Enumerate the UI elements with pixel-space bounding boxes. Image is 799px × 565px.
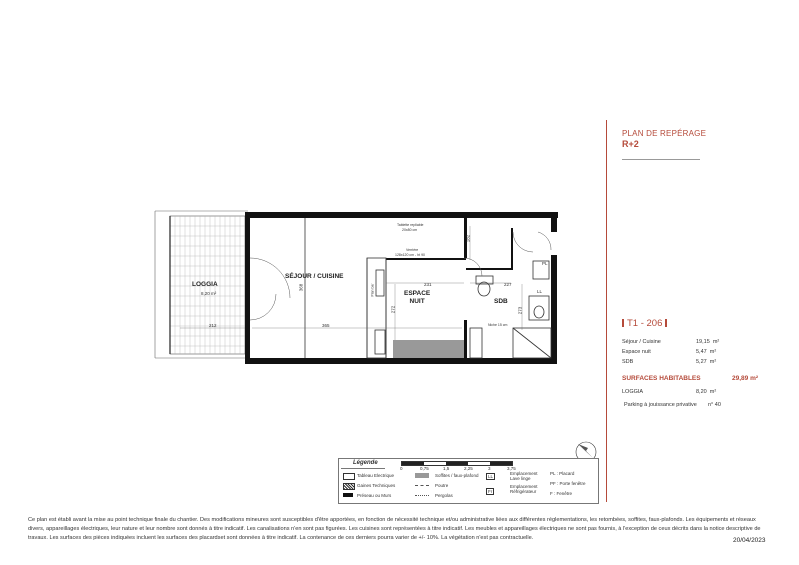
title-underline	[622, 159, 700, 160]
pergola-icon	[415, 495, 429, 496]
legend-item: PF : Porte fenêtre	[550, 481, 586, 486]
room-row-espace-nuit	[622, 349, 717, 355]
loggia-area-value: 8,20	[696, 389, 707, 395]
ll-code: LL	[488, 474, 494, 479]
unit-code: T1 - 206	[627, 318, 663, 329]
sejour-label: SÉJOUR / CUISINE	[285, 273, 344, 280]
scale-seg	[490, 462, 512, 465]
surfaces-habitables-label: SURFACES HABITABLES	[622, 375, 701, 382]
unit-marker-end	[665, 319, 667, 327]
parking-name: Parking à jouissance privative	[624, 402, 697, 408]
loggia-area-unit: m²	[709, 389, 717, 395]
panel-divider	[606, 120, 607, 502]
room-name: Séjour / Cuisine	[622, 339, 661, 345]
room-row-sdb	[622, 359, 717, 365]
level-label: R+2	[622, 139, 639, 149]
room-area-value: 5,47	[696, 349, 707, 355]
poutre-icon	[415, 485, 429, 486]
room-name: Espace nuit	[622, 349, 651, 355]
loggia-row	[622, 389, 717, 395]
room-area	[696, 339, 719, 345]
scale-seg	[446, 462, 468, 465]
legend-item: Emplacement Réfrigérateur	[510, 484, 538, 494]
legend-item: Pergolas	[435, 493, 453, 498]
legend-item: Gaines Techniques	[357, 483, 396, 488]
room-name: SDB	[622, 359, 634, 365]
label-pl: PL	[542, 261, 548, 266]
tableau-electrique-icon	[343, 473, 355, 480]
legend-item: Tableau Electrique	[357, 473, 395, 478]
scale-tick: 3	[488, 466, 491, 471]
scale-tick: 2,25	[464, 466, 473, 471]
gaines-icon	[343, 483, 355, 490]
niche-label: Niche 15 cm	[488, 323, 508, 327]
loggia-area	[696, 389, 716, 395]
room-area-value: 19,15	[696, 339, 710, 345]
scale-bar	[401, 461, 513, 466]
tablette-dim: 20x80 cm	[402, 228, 418, 232]
scale-tick: 0	[400, 466, 403, 471]
scale-seg	[402, 462, 424, 465]
dim-231: 231	[424, 282, 432, 287]
dim-365: 365	[322, 323, 330, 328]
mur-icon	[343, 493, 353, 497]
unit-label	[622, 318, 667, 329]
scale-tick: 0,75	[420, 466, 429, 471]
loggia-label: LOGGIA	[192, 281, 218, 288]
legend-title: Légende	[353, 460, 378, 466]
room-area-value: 5,27	[696, 359, 707, 365]
legend-item: F : Fenêtre	[550, 491, 573, 496]
plan-reperage-title: PLAN DE REPÉRAGE	[622, 129, 707, 138]
scale-tick: 1,5	[443, 466, 450, 471]
legend-item: PL : Placard	[550, 471, 575, 476]
disclaimer-footnote: Ce plan est établi avant la mise au point technique finale du chantier. Des modifications mineures sont susceptibles d'être apportées, en fonction de nécessité technique et/ou administrative liées aux différentes réglementations, les retombées, soffites, faux-plafonds. Les équipements et réseaux divers, appareillages électriques, leur nature et leur nombre sont donnés à titre indicatif. Les canalisations n'en sont pas figurées. Les cuisines sont représentées à titre indicatif. Les meubles et appareillages électriques ne sont pas fournis, à l'exception de ceux décrits dans la notice descriptive de travaux. Les surfaces des pièces indiquées incluent les surfaces des placardset sont données à titre indicatif. La contenance de ces derniers pourra varier de +/- 10%. La végétation n'est pas contractuelle.	[28, 517, 761, 541]
dim-273: 273	[517, 306, 523, 315]
legend-item: Préseau ou Murs	[357, 493, 392, 498]
legend-item: Poutre	[435, 483, 449, 488]
dim-227: 227	[504, 282, 512, 287]
legend-item: Soffites / faux-plafond	[435, 473, 479, 478]
legend-item: Emplacement Lave linge	[510, 471, 538, 481]
dim-272: 272	[390, 305, 396, 314]
verriere-label: Verrière	[406, 248, 419, 252]
legend	[338, 458, 599, 504]
room-area-unit: m²	[709, 359, 717, 365]
room-area-unit: m²	[712, 339, 720, 345]
parking-row	[624, 402, 721, 408]
dim-368: 368	[298, 283, 304, 292]
espace-nuit-text: ESPACE NUIT	[404, 290, 431, 305]
room-area	[696, 359, 716, 365]
room-area-unit: m²	[709, 349, 717, 355]
parking-value: n° 40	[708, 402, 721, 408]
sdb-label: SDB	[494, 298, 508, 305]
label-ll: LL	[537, 289, 543, 294]
legend-title-rule	[341, 468, 385, 469]
dim-212: 212	[209, 323, 217, 328]
document-date: 20/04/2023	[733, 537, 766, 544]
surfaces-habitables-total: 29,89 m²	[732, 375, 759, 382]
fr-code: Fr	[488, 489, 493, 494]
room-row-sejour	[622, 339, 720, 345]
soffite-icon	[415, 473, 429, 478]
plan-bar-label: Plan bar	[370, 283, 375, 297]
espace-nuit-label	[404, 290, 430, 306]
dimension-lines	[180, 226, 522, 340]
room-area	[696, 349, 716, 355]
dim-182: 182	[465, 234, 471, 243]
scale-tick: 3,75	[507, 466, 516, 471]
verriere-dim: 128x120 cm - ht 90	[395, 253, 425, 257]
loggia-area: 8,20 m²	[201, 291, 217, 296]
loggia-name: LOGGIA	[622, 389, 644, 395]
tablette-label: Tablette repliable	[397, 223, 424, 227]
unit-marker	[622, 319, 624, 327]
